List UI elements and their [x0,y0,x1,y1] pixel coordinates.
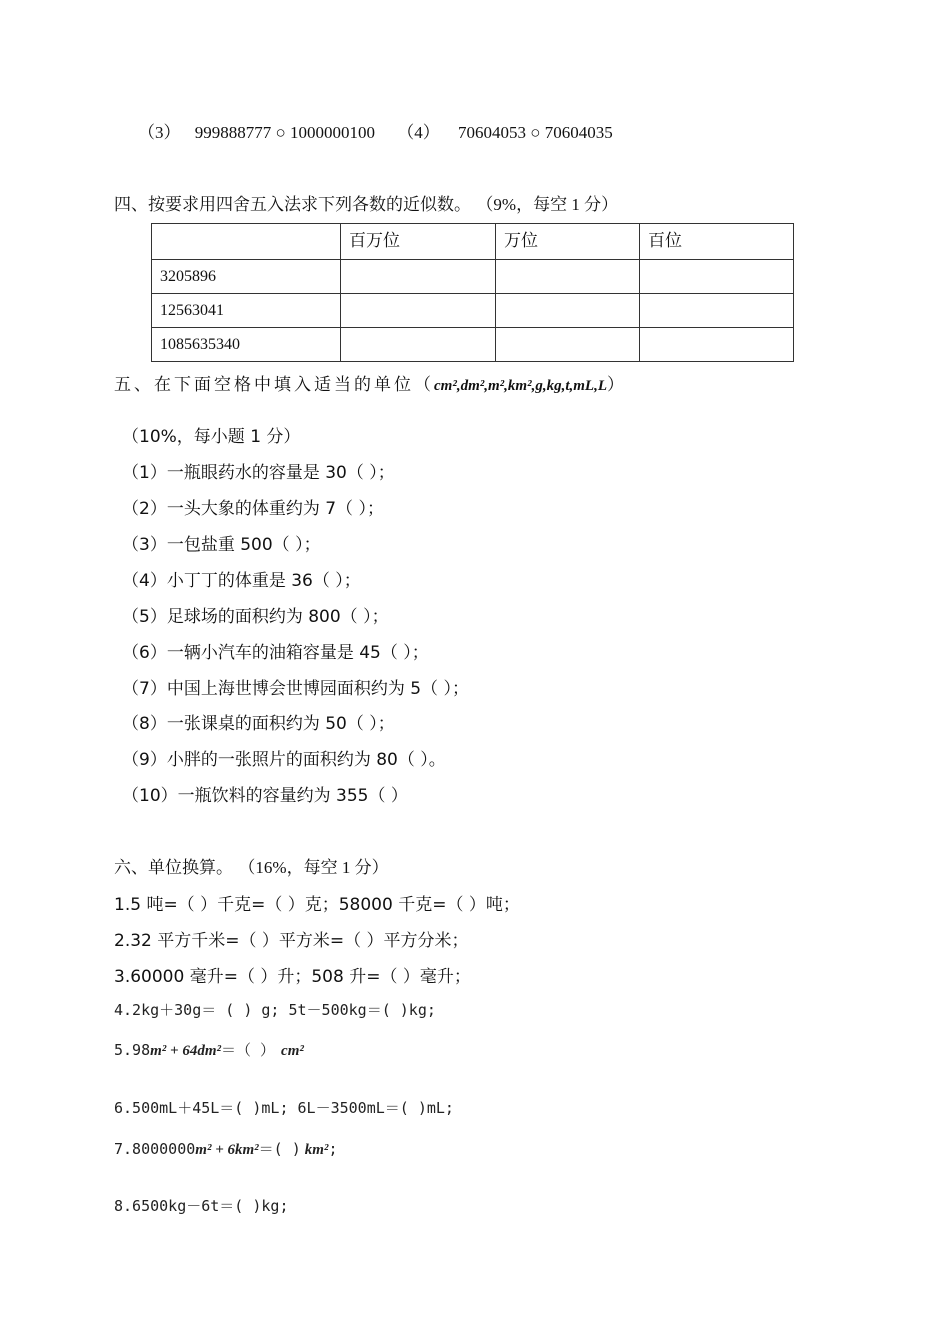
table-number-cell: 3205896 [152,260,341,294]
list-item: （10）一瓶饮料的容量约为 355（ ） [122,786,408,806]
conversion-item-7-blank: ＝( ) [258,1140,301,1158]
conversion-item-5 [114,1039,304,1060]
item-3-label: （3） [138,123,181,142]
section-6-score: （16%，每空 1 分） [238,858,389,877]
list-item: （3）一包盐重 500（ ）； [122,535,321,555]
conversion-item-5-expression: m² + 64dm² [150,1043,222,1059]
answer-cell[interactable] [341,294,496,328]
answer-cell[interactable] [496,328,640,362]
item-4-label: （4） [397,123,440,142]
section-5-heading [114,370,627,395]
conversion-item: 4.2kg＋30g＝ ( ) g; 5t－500kg＝( )kg; [114,1001,436,1019]
conversion-item-7-target: km² [304,1142,329,1158]
conversion-item-5-blank: ＝（ ） [221,1041,276,1059]
list-item: （6）一辆小汽车的油箱容量是 45（ ）； [122,643,429,663]
table-header-cell: 万位 [496,224,640,260]
section-6-title: 六、单位换算。 [114,858,233,878]
table-header-cell [152,224,341,260]
conversion-item: 1.5 吨=（ ）千克=（ ）克；58000 千克=（ ）吨； [114,895,520,915]
section-5-score: （10%，每小题 1 分） [122,427,301,447]
table-header-row [152,224,794,260]
conversion-item-7-expression: m² + 6km² [195,1142,259,1158]
table-header-cell: 百万位 [341,224,496,260]
answer-cell[interactable] [496,294,640,328]
answer-cell[interactable] [341,328,496,362]
list-item: （9）小胖的一张照片的面积约为 80（ ）。 [122,750,446,770]
section-4-score: （9%，每空 1 分） [476,195,619,214]
approximation-table [151,223,794,362]
list-item: （8）一张课桌的面积约为 50（ ）； [122,714,395,734]
item-4-expression: 70604053 ○ 70604035 [458,123,613,142]
section-4-heading [114,190,618,215]
conversion-item-7 [114,1138,337,1159]
conversion-item-5-target: cm² [281,1043,304,1059]
answer-cell[interactable] [640,260,794,294]
list-item: （2）一头大象的体重约为 7（ ）； [122,499,384,519]
conversion-item-7-prefix: 7.8000000 [114,1140,196,1158]
item-3-expression: 999888777 ○ 1000000100 [194,123,376,142]
list-item: （1）一瓶眼药水的容量是 30（ ）； [122,463,395,483]
conversion-item: 3.60000 毫升=（ ）升；508 升=（ ）毫升； [114,967,471,987]
conversion-item: 8.6500kg－6t＝( )kg; [114,1197,289,1215]
table-row [152,260,794,294]
section-4-title: 四、按要求用四舍五入法求下列各数的近似数。 [114,195,471,215]
conversion-item-7-end: ; [328,1140,338,1158]
conversion-item: 6.500mL＋45L＝( )mL; 6L－3500mL＝( )mL; [114,1099,454,1117]
answer-cell[interactable] [640,328,794,362]
section-6-heading [114,853,389,878]
answer-cell[interactable] [341,260,496,294]
list-item: （5）足球场的面积约为 800（ ）； [122,607,389,627]
table-number-cell: 1085635340 [152,328,341,362]
conversion-item: 2.32 平方千米=（ ）平方米=（ ）平方分米； [114,931,469,951]
section-5-title-close: ） [606,375,627,395]
item-3-compare [138,118,613,143]
unit-list: cm²,dm²,m²,km²,g,kg,t,mL,L [434,378,607,394]
list-item: （7）中国上海世博会世博园面积约为 5（ ）； [122,679,469,699]
list-item: （4）小丁丁的体重是 36（ ）； [122,571,361,591]
conversion-item-5-prefix: 5.98 [114,1041,151,1059]
table-header-cell: 百位 [640,224,794,260]
answer-cell[interactable] [640,294,794,328]
section-5-title: 五、在下面空格中填入适当的单位（ [114,375,434,395]
table-row [152,328,794,362]
table-row [152,294,794,328]
table-number-cell: 12563041 [152,294,341,328]
answer-cell[interactable] [496,260,640,294]
